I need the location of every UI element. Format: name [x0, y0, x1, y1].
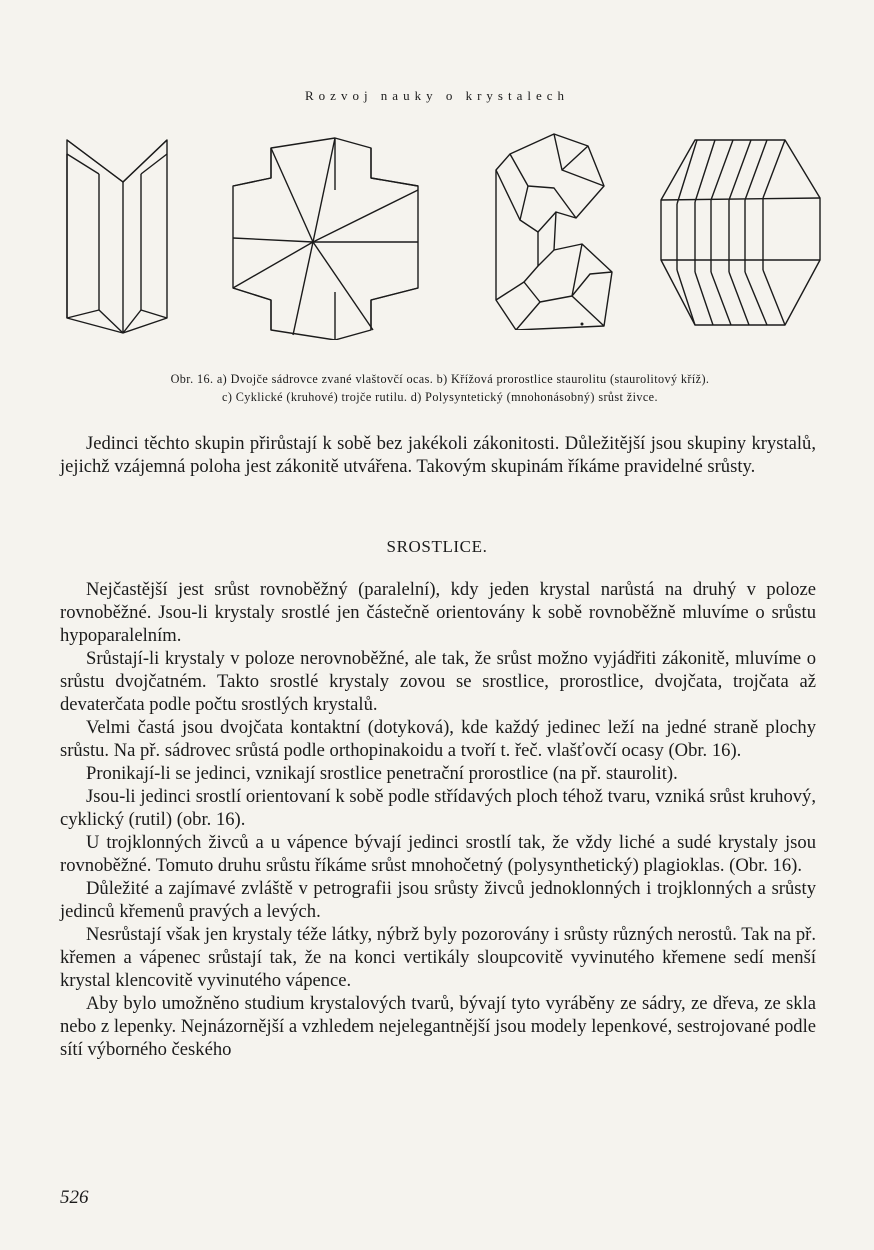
figure-d-polysynthetic-twin — [655, 130, 827, 335]
figure-caption — [60, 370, 820, 406]
figure-16 — [55, 130, 835, 360]
paragraph: Nejčastější jest srůst rovnoběžný (paralelní), kdy jeden krystal narůstá na druhý v poloze rovnoběžné. Jsou-li krystaly srostlé jen částečně orientovány k sobě rovnoběžně mluvíme o srůstu hypoparalelním. — [60, 579, 816, 646]
paragraph: Pronikají-li se jedinci, vznikají srostlice penetrační prorostlice (na př. staurolit). — [86, 763, 678, 784]
figure-caption-line-2: c) Cyklické (kruhové) trojče rutilu. d) Polysyntetický (mnohonásobný) srůst živce. — [222, 390, 658, 404]
main-text — [60, 578, 816, 1061]
figure-b-staurolite-cross — [223, 130, 423, 340]
paragraph: Důležité a zajímavé zvláště v petrografii jsou srůsty živců jednoklonných i trojklonných a srůsty jedinců křemenů pravých a levých. — [60, 878, 816, 922]
paragraph: Nesrůstají však jen krystaly téže látky, nýbrž byly pozorovány i srůsty různých nerostů. Tak na př. křemen a vápenec srůstají tak, že na konci vertikály sloupcovitě vyvinutého křemene sedí menší krystal klencovitě vyvinutého vápence. — [60, 924, 816, 991]
figure-a-swallowtail-twin — [63, 130, 173, 335]
figure-caption-line-1: Obr. 16. a) Dvojče sádrovce zvané vlaštovčí ocas. b) Křížová prorostlice staurolitu (staurolitový kříž). — [170, 372, 710, 386]
paragraph: Velmi častá jsou dvojčata kontaktní (dotyková), kde každý jedinec leží na jedné straně plochy srůstu. Na př. sádrovec srůstá podle orthopinakoidu a tvoří t. řeč. vlašťovčí ocasy (Obr. 16). — [60, 717, 816, 761]
figure-c-rutile-triplet — [492, 130, 617, 330]
page-number: 526 — [60, 1187, 89, 1208]
paragraph: Srůstají-li krystaly v poloze nerovnoběžné, ale tak, že srůst možno vyjádřiti zákonitě, mluvíme o srůstu dvojčatném. Takto srostlé krystaly zovou se srostlice, prorostlice, dvojčata, trojčata až devaterčata podle počtu srostlých krystalů. — [60, 648, 816, 715]
paragraph: U trojklonných živců a u vápence bývají jedinci srostlí tak, že vždy liché a sudé krystaly jsou rovnoběžné. Tomuto druhu srůstu říkáme srůst mnohočetný (polysynthetický) plagioklas. (Obr. 16). — [60, 832, 816, 876]
intro-paragraph — [60, 432, 816, 478]
paragraph: Aby bylo umožněno studium krystalových tvarů, bývají tyto vyráběny ze sádry, ze dřeva, ze skla nebo z lepenky. Nejnázornější a vzhledem nejelegantnější jsou modely lepenkové, sestrojované podle sítí výborného českého — [60, 993, 816, 1060]
section-heading: SROSTLICE. — [386, 537, 488, 556]
paragraph: Jsou-li jedinci srostlí orientovaní k sobě podle střídavých ploch téhož tvaru, vzniká srůst kruhový, cyklický (rutil) (obr. 16). — [60, 786, 816, 830]
running-head: Rozvoj nauky o krystalech — [305, 88, 569, 103]
intro-text: Jedinci těchto skupin přirůstají k sobě bez jakékoli zákonitosti. Důležitější jsou skupiny krystalů, jejichž vzájemná poloha jest zákonitě utvářena. Takovým skupinám říkáme pravidelné srůsty. — [60, 433, 816, 477]
